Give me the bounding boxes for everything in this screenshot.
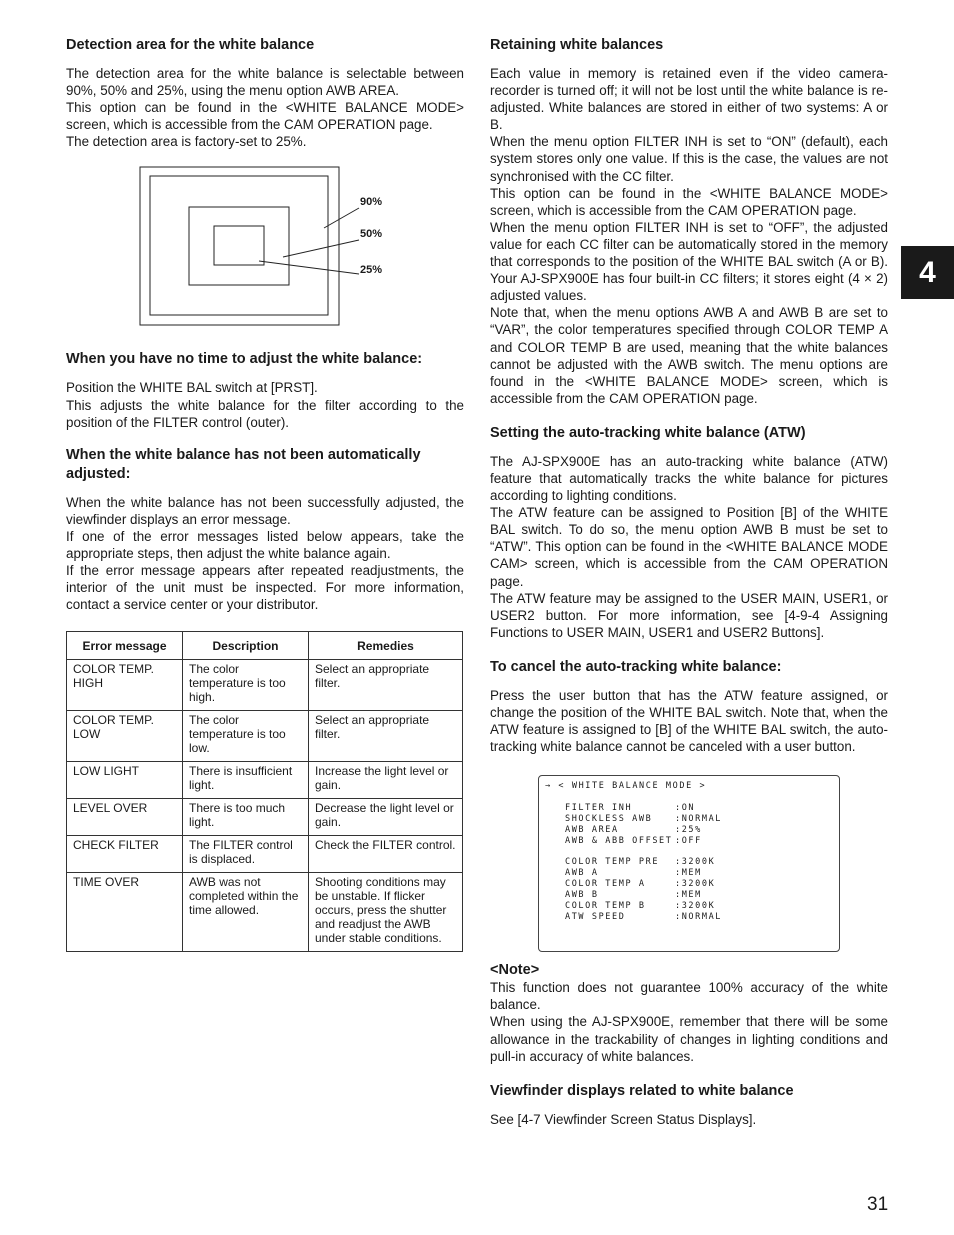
menu-row: [565, 803, 722, 814]
description-cell: The color temperature is too high.: [183, 660, 309, 711]
cancel-atw-heading: To cancel the auto-tracking white balance:: [490, 658, 782, 675]
menu-row: [565, 814, 722, 825]
label-25: 25%: [360, 264, 383, 277]
atw-paragraph: The ATW feature can be assigned to Position [B] of the WHITE BAL switch. To do so, the menu option AWB B must be set to “ATW”. This option can be found in the <WHITE BALANCE MODE CAM> screen, which is accessible from the CAM OPERATION page.: [490, 505, 888, 589]
column-header: Description: [183, 632, 309, 660]
error-cell: COLOR TEMP. LOW: [67, 711, 183, 762]
menu-key: ATW SPEED: [565, 912, 626, 923]
atw-paragraph: The ATW feature may be assigned to the USER MAIN, USER1, or USER2 button. For more information, see [4-9-4 Assigning Functions to USER MAIN, USER1 and USER2 Buttons].: [490, 590, 888, 640]
menu-spacer: [565, 847, 722, 857]
menu-value: :25%: [675, 825, 702, 836]
table-header-row: [67, 632, 463, 660]
table-row: [67, 873, 463, 952]
left-column: [66, 36, 464, 952]
description-cell: There is insufficient light.: [183, 762, 309, 799]
column-header: Error message: [67, 632, 183, 660]
detection-paragraph: The detection area for the white balance is selectable between 90%, 50% and 25%, using the menu option AWB AREA.: [66, 66, 464, 99]
menu-row: [565, 836, 722, 847]
no-time-heading: When you have no time to adjust the white balance:: [66, 351, 423, 368]
label-90: 90%: [360, 196, 383, 209]
error-cell: TIME OVER: [67, 873, 183, 952]
menu-value: :NORMAL: [675, 814, 723, 825]
menu-key: SHOCKLESS AWB: [565, 814, 653, 825]
not-adjusted-paragraph: If the error message appears after repeated readjustments, the interior of the unit must be inspected. For more information, contact a service center or your distributor.: [66, 563, 464, 613]
table-row: [67, 799, 463, 836]
area-90-box: [150, 176, 328, 315]
no-time-paragraph: This adjusts the white balance for the filter according to the position of the FILTER control (outer).: [66, 397, 464, 430]
retaining-paragraph: Note that, when the menu options AWB A and AWB B are set to “VAR”, the color temperatures specified through COLOR TEMP A and COLOR TEMP B are used, meaning that the white balances cannot be adjusted with the AWB switch. The menu options are found in the <WHITE BALANCE MODE> screen, which is accessible from the CAM OPERATION page.: [490, 305, 888, 406]
retaining-heading: Retaining white balances: [490, 37, 664, 53]
column-header: Remedies: [309, 632, 463, 660]
area-25-box: [214, 226, 264, 265]
menu-key: COLOR TEMP A: [565, 879, 646, 890]
remedy-cell: Decrease the light level or gain.: [309, 799, 463, 836]
menu-key: AWB A: [565, 868, 599, 879]
leader-25: [259, 261, 359, 274]
menu-key: COLOR TEMP PRE: [565, 857, 660, 868]
not-adjusted-paragraph: When the white balance has not been successfully adjusted, the viewfinder displays an error message.: [66, 494, 464, 527]
error-cell: LOW LIGHT: [67, 762, 183, 799]
error-cell: LEVEL OVER: [67, 799, 183, 836]
not-adjusted-heading: When the white balance has not been automatically adjusted:: [66, 446, 421, 482]
menu-key: AWB B: [565, 890, 599, 901]
note-heading: <Note>: [490, 962, 540, 979]
leader-90: [324, 208, 359, 228]
menu-value: :OFF: [675, 836, 702, 847]
remedy-cell: Check the FILTER control.: [309, 836, 463, 873]
table-row: [67, 836, 463, 873]
description-cell: There is too much light.: [183, 799, 309, 836]
detection-paragraph: This option can be found in the <WHITE BALANCE MODE> screen, which is accessible from the CAM OPERATION page.: [66, 100, 464, 133]
description-cell: AWB was not completed within the time allowed.: [183, 873, 309, 952]
error-cell: CHECK FILTER: [67, 836, 183, 873]
cancel-atw-paragraph: Press the user button that has the ATW feature assigned, or change the position of the WHITE BAL switch. Note that, when the ATW feature is assigned to [B] of the WHITE BAL switch, the auto-tracking white balance cannot be canceled with a user button.: [490, 687, 888, 755]
note-paragraph: When using the AJ-SPX900E, remember that there will be some allowance in the trackability of changes in lighting conditions and pull-in accuracy of white balances.: [490, 1014, 888, 1064]
retaining-paragraph: When the menu option FILTER INH is set to “ON” (default), each system stores only one value. If this is the case, the values are not synchronised with the CC filter.: [490, 134, 888, 184]
menu-rows: [565, 803, 722, 923]
diagram-outer-frame: [140, 167, 339, 325]
menu-key: COLOR TEMP B: [565, 901, 646, 912]
menu-row: [565, 879, 722, 890]
atw-paragraph: The AJ-SPX900E has an auto-tracking white balance (ATW) feature that automatically tracks the white balance for pictures according to lighting conditions.: [490, 453, 888, 504]
white-balance-mode-menu-screen: [538, 775, 840, 952]
menu-row: [565, 912, 722, 923]
menu-value: :3200K: [675, 901, 716, 912]
menu-key: FILTER INH: [565, 803, 633, 814]
menu-key: AWB AREA: [565, 825, 619, 836]
right-column: [490, 36, 888, 1128]
menu-row: [565, 868, 722, 879]
detection-area-diagram: [66, 166, 464, 328]
no-time-paragraph: Position the WHITE BAL switch at [PRST].: [66, 380, 318, 396]
retaining-paragraph: When the menu option FILTER INH is set to “OFF”, the adjusted value for each CC filter can be automatically stored in the memory that corresponds to the position of the WHITE BAL switch (A or B). Your AJ-SPX900E has four built-in CC filters; it stores eight (4 × 2) adjusted values.: [490, 219, 888, 304]
menu-value: :NORMAL: [675, 912, 723, 923]
leader-50: [283, 240, 359, 257]
error-cell: COLOR TEMP. HIGH: [67, 660, 183, 711]
table-row: [67, 762, 463, 799]
menu-row: [565, 857, 722, 868]
menu-key: AWB & ABB OFFSET: [565, 836, 673, 847]
viewfinder-heading: Viewfinder displays related to white balance: [490, 1082, 794, 1099]
menu-title: → < WHITE BALANCE MODE >: [545, 781, 707, 792]
retaining-paragraph: This option can be found in the <WHITE BALANCE MODE> screen, which is accessible from the CAM OPERATION page.: [490, 185, 888, 218]
menu-row: [565, 901, 722, 912]
label-50: 50%: [360, 228, 383, 241]
description-cell: The FILTER control is displaced.: [183, 836, 309, 873]
menu-row: [565, 825, 722, 836]
detection-heading: Detection area for the white balance: [66, 37, 315, 53]
remedy-cell: Shooting conditions may be unstable. If flicker occurs, press the shutter and readjust the AWB under stable conditions.: [309, 873, 463, 952]
menu-value: :3200K: [675, 879, 716, 890]
remedy-cell: Increase the light level or gain.: [309, 762, 463, 799]
page-number: 31: [867, 1194, 889, 1215]
retaining-paragraph: Each value in memory is retained even if the video camera-recorder is turned off; it will not be lost until the white balance is re-adjusted. White balances are stored in either of two systems: A or B.: [490, 66, 888, 133]
menu-value: :ON: [675, 803, 696, 814]
detection-paragraph: The detection area is factory-set to 25%.: [66, 134, 307, 150]
remedy-cell: Select an appropriate filter.: [309, 660, 463, 711]
menu-value: :MEM: [675, 890, 702, 901]
viewfinder-paragraph: See [4-7 Viewfinder Screen Status Displays].: [490, 1111, 757, 1127]
note-paragraph: This function does not guarantee 100% accuracy of the white balance.: [490, 980, 888, 1013]
table-row: [67, 660, 463, 711]
error-message-table: [66, 631, 463, 952]
chapter-tab: 4: [901, 246, 954, 299]
area-50-box: [189, 207, 289, 285]
atw-heading: Setting the auto-tracking white balance (ATW): [490, 424, 806, 441]
menu-row: [565, 890, 722, 901]
description-cell: The color temperature is too low.: [183, 711, 309, 762]
menu-value: :3200K: [675, 857, 716, 868]
remedy-cell: Select an appropriate filter.: [309, 711, 463, 762]
menu-value: :MEM: [675, 868, 702, 879]
not-adjusted-paragraph: If one of the error messages listed below appears, take the appropriate steps, then adjust the white balance again.: [66, 528, 464, 562]
table-row: [67, 711, 463, 762]
